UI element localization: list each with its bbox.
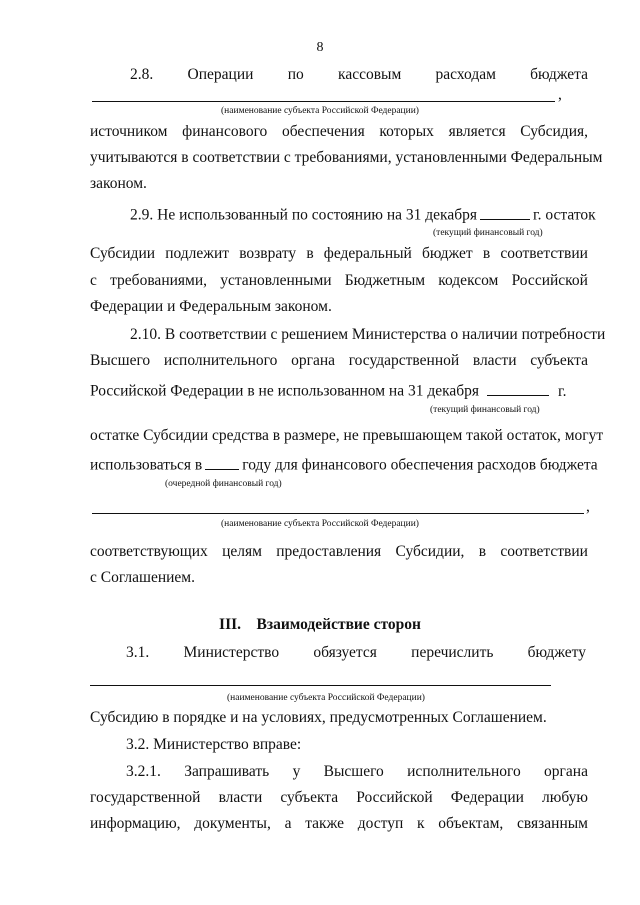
blank-year: [480, 203, 530, 220]
word: органа: [544, 763, 588, 780]
p28-word: 2.8.: [130, 66, 154, 83]
caption-current-year: (текущий финансовый год): [430, 405, 540, 415]
p210-text: году для финансового обеспечения расходов бюджета: [242, 456, 598, 474]
word: Высшего: [90, 352, 151, 369]
p210-text: использоваться в: [90, 456, 203, 474]
word: информацию,: [90, 815, 181, 832]
word: является: [448, 123, 506, 140]
word: власти: [218, 789, 263, 806]
p32: 3.2. Министерство вправе:: [126, 736, 302, 753]
word: исполнительного: [407, 763, 521, 780]
word: Субсидия,: [520, 123, 588, 140]
word: субъекта: [280, 789, 339, 806]
p210-line6: [90, 543, 588, 561]
p210-line4: остатке Субсидии средства в размере, не превышающем такой остаток, могут: [90, 427, 604, 444]
p321-line3: [90, 815, 588, 833]
word: возврату: [239, 245, 297, 262]
word: бюджету: [527, 644, 586, 661]
section-heading: [0, 616, 640, 634]
word: Министерство: [183, 644, 280, 661]
word: установленными: [220, 272, 332, 289]
word: также: [305, 815, 344, 832]
word: соответствии: [500, 543, 588, 560]
word: источником: [90, 123, 168, 140]
word: любую: [542, 789, 588, 806]
word: Запрашивать: [184, 763, 270, 780]
word: обязуется: [313, 644, 377, 661]
section-number: III.: [219, 616, 242, 633]
word: Высшего: [323, 763, 384, 780]
p28-word: кассовым: [338, 66, 402, 83]
word: кодексом: [438, 272, 499, 289]
caption-subject: (наименование субъекта Российской Федерации): [227, 693, 425, 703]
p210-line2: [90, 352, 588, 370]
p321-line2: [90, 789, 588, 807]
p28-word: по: [287, 66, 304, 83]
word: подлежит: [165, 245, 230, 262]
word: а: [284, 815, 292, 832]
word: Российской: [511, 272, 588, 289]
word: Бюджетным: [344, 272, 426, 289]
comma: ,: [586, 498, 590, 515]
p29-line4: Федерации и Федеральным законом.: [90, 298, 332, 315]
p28-line2: [90, 123, 588, 141]
word: целям: [222, 543, 262, 560]
p210-line7: с Соглашением.: [90, 569, 195, 586]
comma: ,: [558, 86, 562, 103]
word: государственной: [348, 352, 460, 369]
p28-word: бюджета: [530, 66, 588, 83]
p28-line4: законом.: [90, 175, 147, 192]
word: требованиями,: [110, 272, 208, 289]
p210-line3: [90, 379, 567, 401]
section-title: Взаимодействие сторон: [256, 616, 421, 633]
word: Федерации: [450, 789, 524, 806]
word: документы,: [194, 815, 271, 832]
word: государственной: [90, 789, 201, 806]
blank-line-subject: [92, 513, 584, 514]
p210-line1: 2.10. В соответствии с решением Министерства о наличии потребности: [130, 326, 606, 343]
word: Субсидии: [90, 245, 156, 262]
caption-subject: (наименование субъекта Российской Федерации): [221, 106, 419, 116]
word: связанным: [517, 815, 588, 832]
word: с: [90, 272, 97, 289]
p210-text: Российской Федерации в не использованном на 31 декабря: [90, 382, 480, 400]
word: перечислить: [411, 644, 494, 661]
p321-line1: [126, 763, 588, 781]
word: соответствии: [500, 245, 588, 262]
p28-word: расходам: [435, 66, 496, 83]
word: субъекта: [530, 352, 588, 369]
word: в: [306, 245, 314, 262]
word: обеспечения: [281, 123, 365, 140]
page-number: 8: [316, 40, 324, 55]
p210-line5: [90, 453, 598, 475]
p29-line1: [130, 203, 596, 225]
word: Субсидии,: [395, 543, 465, 560]
p31-line1: [126, 644, 586, 662]
p29-line3: [90, 272, 588, 290]
caption-next-year: (очередной финансовый год): [165, 479, 282, 489]
p29-line2: [90, 245, 588, 263]
word: 3.2.1.: [126, 763, 161, 780]
word: федеральный: [323, 245, 412, 262]
word: исполнительного: [163, 352, 278, 369]
caption-current-year: (текущий финансовый год): [433, 228, 543, 238]
word: у: [292, 763, 301, 780]
word: власти: [472, 352, 517, 369]
p28-line1: [130, 66, 588, 84]
word: 3.1.: [126, 644, 150, 661]
word: предоставления: [276, 543, 382, 560]
word: к: [417, 815, 425, 832]
caption-subject: (наименование субъекта Российской Федерации): [221, 519, 419, 529]
p29-text: 2.9. Не использованный по состоянию на 31 декабря: [130, 206, 477, 224]
p28-word: Операции: [187, 66, 254, 83]
word: в: [478, 543, 487, 560]
word: финансового: [182, 123, 268, 140]
blank-line-subject: [92, 101, 555, 102]
word: соответствующих: [90, 543, 208, 560]
word: в: [482, 245, 491, 262]
word: объектам,: [438, 815, 504, 832]
word: которых: [379, 123, 434, 140]
blank-line-subject: [90, 685, 551, 686]
word: доступ: [357, 815, 404, 832]
p210-text: г.: [558, 382, 567, 400]
p31-line2: Субсидию в порядке и на условиях, предусмотренных Соглашением.: [90, 709, 547, 726]
word: бюджет: [421, 245, 473, 262]
word: Российской: [356, 789, 433, 806]
p28-line3: учитываются в соответствии с требованиями, установленными Федеральным: [90, 149, 603, 166]
blank-next-year: [205, 453, 239, 470]
blank-year: [487, 379, 549, 396]
p29-text: г. остаток: [533, 206, 596, 224]
word: органа: [291, 352, 336, 369]
